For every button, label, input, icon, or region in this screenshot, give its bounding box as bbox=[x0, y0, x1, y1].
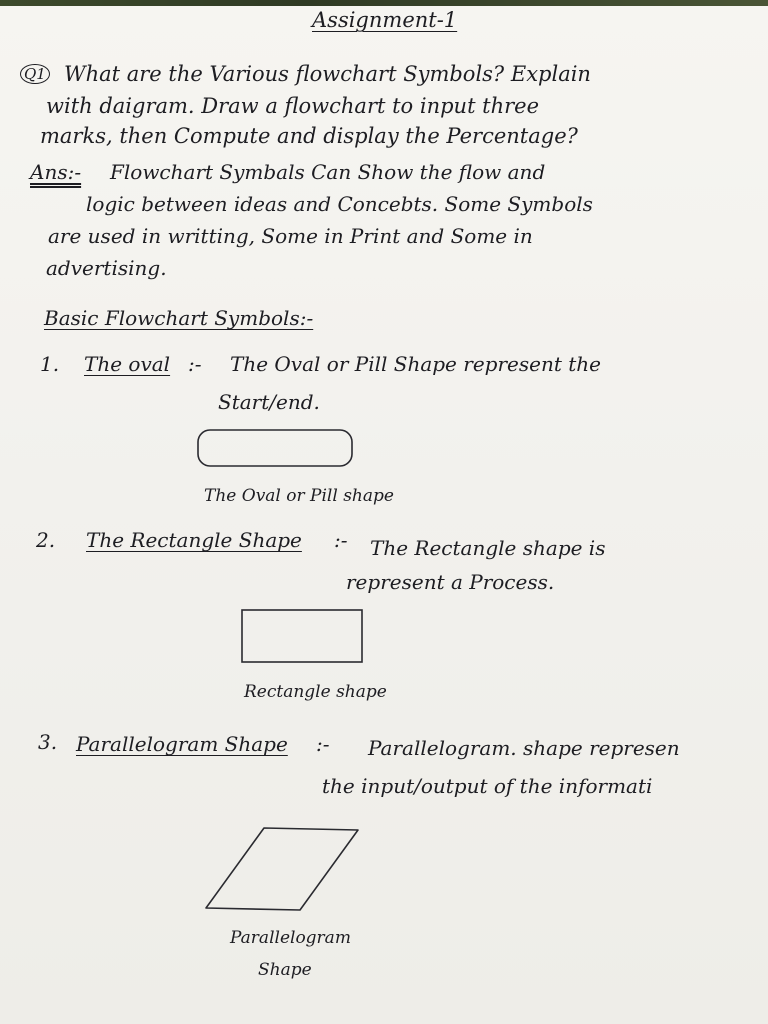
symbol-description: represent a Process. bbox=[346, 570, 555, 594]
question-line: with daigram. Draw a flowchart to input three bbox=[46, 94, 540, 118]
shape-caption: Rectangle shape bbox=[244, 682, 387, 702]
symbol-separator: :- bbox=[188, 352, 202, 376]
shape-caption: Parallelogram bbox=[230, 928, 351, 948]
symbol-number: 3. bbox=[38, 730, 58, 754]
symbol-name: The Rectangle Shape bbox=[86, 528, 302, 552]
symbol-description: The Oval or Pill Shape represent the bbox=[230, 352, 601, 376]
symbol-description: The Rectangle shape is bbox=[370, 536, 606, 560]
symbol-name: Parallelogram Shape bbox=[76, 732, 288, 756]
shape-caption: The Oval or Pill shape bbox=[204, 486, 394, 506]
rectangle-shape-drawing bbox=[240, 608, 366, 666]
answer-line: are used in writting, Some in Print and Some in bbox=[48, 224, 533, 248]
question-marker: Q1 bbox=[20, 60, 50, 86]
shape-caption: Shape bbox=[258, 960, 312, 980]
top-edge bbox=[0, 0, 768, 6]
symbol-number: 1. bbox=[40, 352, 60, 376]
symbol-separator: :- bbox=[334, 528, 348, 552]
answer-line: Flowchart Symbals Can Show the flow and bbox=[110, 160, 546, 184]
section-heading: Basic Flowchart Symbols:- bbox=[44, 306, 314, 330]
symbol-description: Parallelogram. shape represen bbox=[368, 736, 680, 760]
question-line: marks, then Compute and display the Percentage? bbox=[40, 124, 578, 148]
parallelogram-shape-drawing bbox=[202, 824, 362, 916]
symbol-description: Start/end. bbox=[218, 390, 320, 414]
symbol-separator: :- bbox=[316, 732, 330, 756]
symbol-name: The oval bbox=[84, 352, 171, 376]
symbol-number: 2. bbox=[36, 528, 56, 552]
oval-pill-shape-drawing bbox=[196, 426, 356, 470]
symbol-description: the input/output of the informati bbox=[322, 774, 653, 798]
answer-label: Ans:- bbox=[30, 160, 82, 184]
answer-line: advertising. bbox=[46, 256, 167, 280]
answer-line: logic between ideas and Concebts. Some Symbols bbox=[86, 192, 593, 216]
page-title: Assignment-1 bbox=[312, 8, 458, 32]
question-line: What are the Various flowchart Symbols? Explain bbox=[64, 62, 591, 86]
